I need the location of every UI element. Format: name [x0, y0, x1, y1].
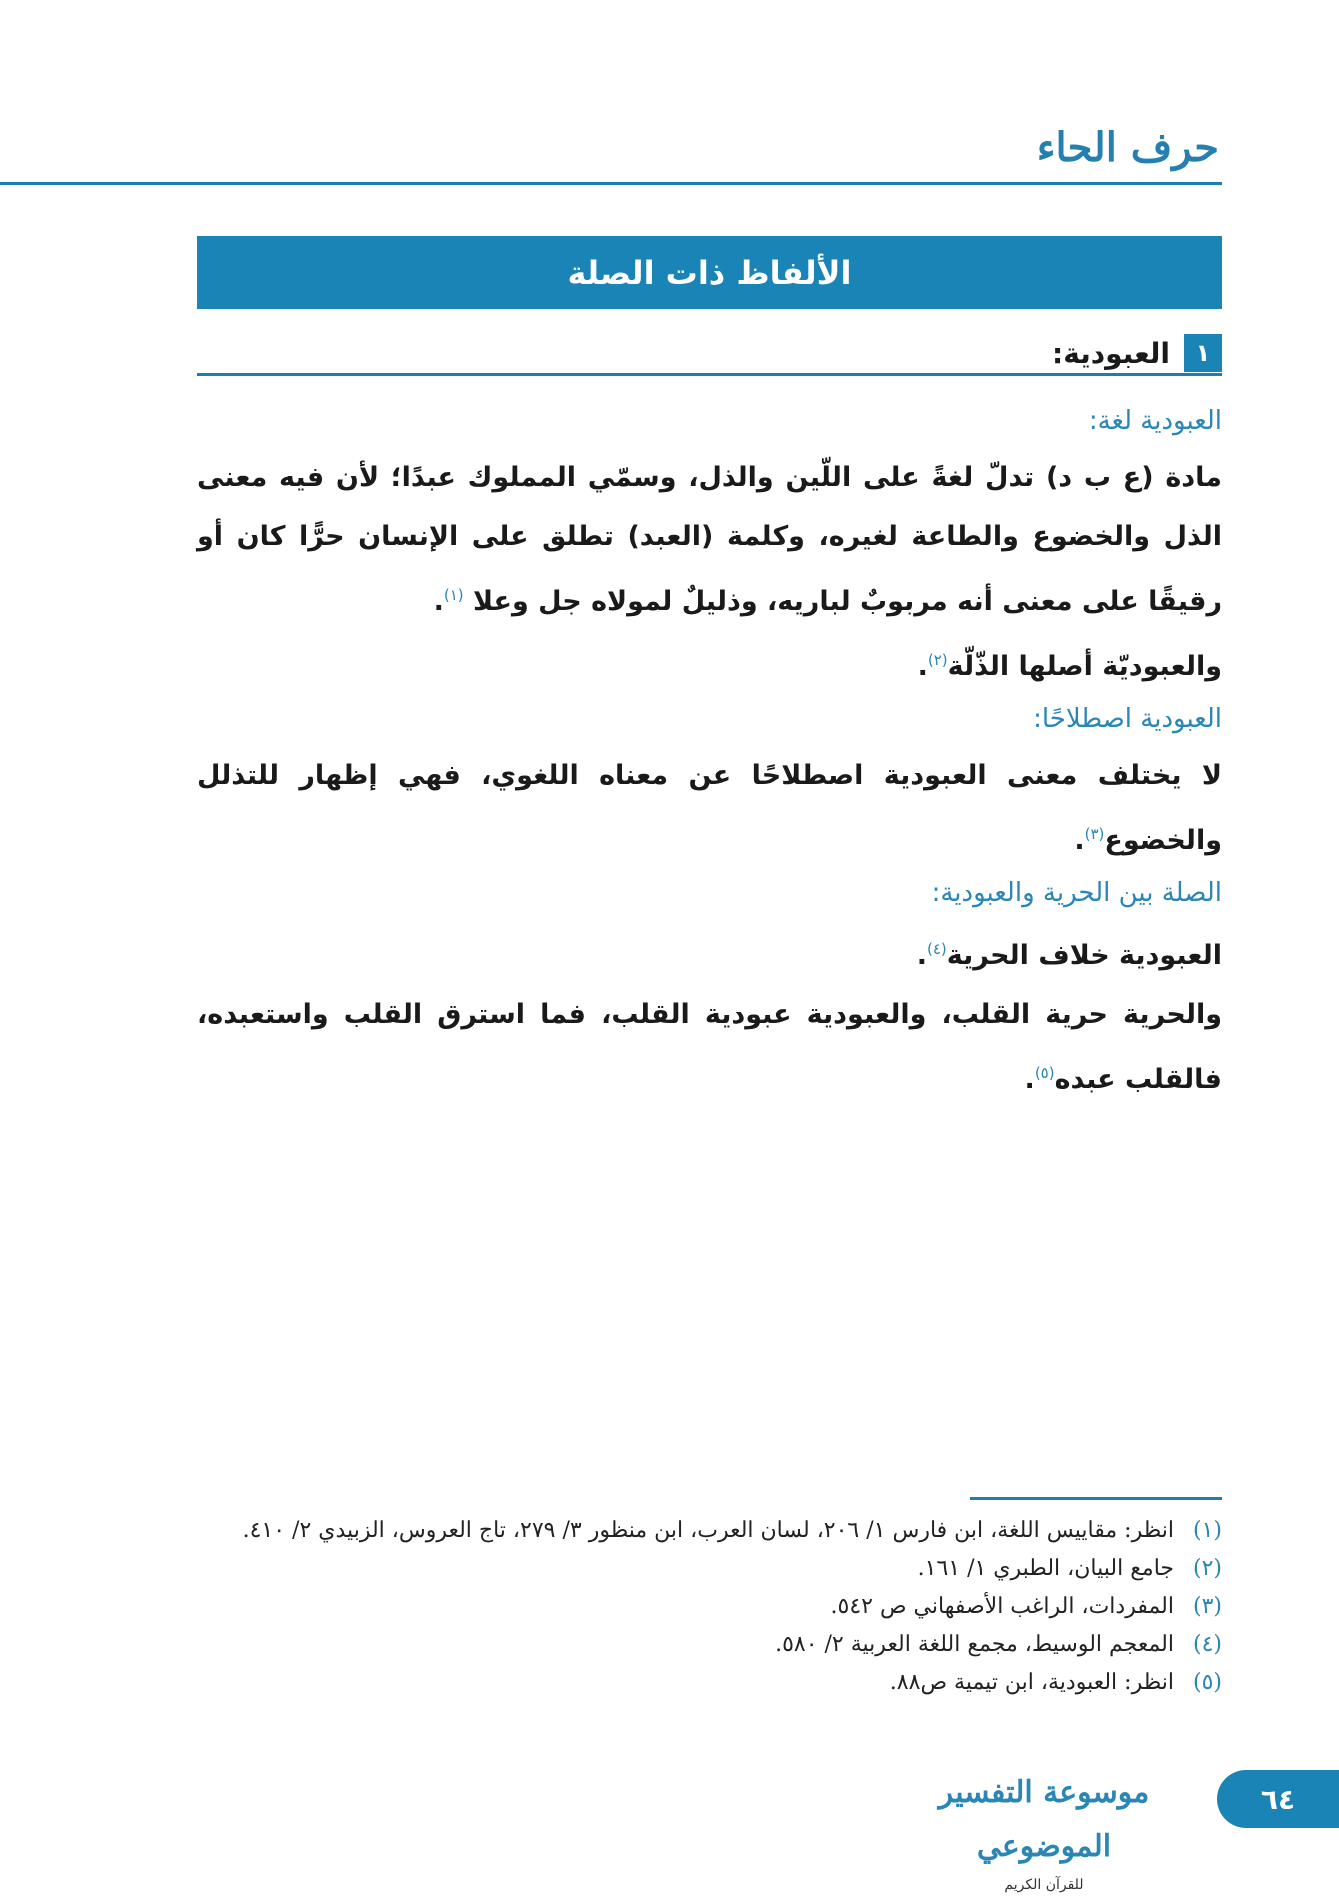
footnote-text: انظر: مقاييس اللغة، ابن فارس ١/ ٢٠٦، لسان العرب، ابن منظور ٣/ ٢٧٩، تاج العروس، الزبيدي ٢/ ٤١٠.	[242, 1518, 1174, 1543]
running-header: حرف الحاء	[1036, 124, 1219, 171]
footnote-number: (٣)	[1192, 1594, 1222, 1619]
heading-technical: العبودية اصطلاحًا:	[1033, 704, 1222, 734]
subsection-rule	[197, 373, 1222, 376]
footnote-number: (٤)	[1192, 1632, 1222, 1657]
footnote-marker[interactable]: (٥)	[1034, 1064, 1055, 1082]
footnote-number: (٢)	[1192, 1556, 1222, 1581]
footnote-rule	[970, 1497, 1222, 1500]
section-title: الألفاظ ذات الصلة	[197, 236, 1222, 309]
footnote-number: (٥)	[1192, 1670, 1222, 1695]
footnote-text: انظر: العبودية، ابن تيمية ص٨٨.	[889, 1670, 1174, 1695]
footnote-marker[interactable]: (٤)	[926, 940, 947, 958]
logo-title: موسوعة التفسير الموضوعي	[938, 1775, 1150, 1864]
footnote	[197, 1664, 1222, 1702]
subsection-heading	[197, 328, 1222, 378]
footnote	[197, 1626, 1222, 1664]
publisher-logo	[909, 1766, 1179, 1893]
footnote-text: المفردات، الراغب الأصفهاني ص ٥٤٢.	[830, 1594, 1174, 1619]
footnote-number: (١)	[1192, 1518, 1222, 1543]
page-number: ٦٤	[1217, 1770, 1339, 1828]
logo-subtitle: للقرآن الكريم	[1004, 1877, 1084, 1893]
subsection-title: العبودية:	[1052, 336, 1170, 370]
subsection-number-badge: ١	[1184, 334, 1222, 372]
paragraph: مادة (ع ب د) تدلّ لغةً على اللّين والذل، وسمّي المملوك عبدًا؛ لأن فيه معنى الذل والخضوع والطاعة لغيره، وكلمة (العبد) تطلق على الإنسان حرًّا كان أو رقيقًا على معنى أنه مربوبٌ لباريه، وذليلٌ لمولاه جل وعلا $^{(١)}$.	[197, 462, 1222, 617]
footnote-marker[interactable]: (١)	[443, 586, 464, 604]
footnote	[197, 1550, 1222, 1588]
paragraph: والعبوديّة أصلها الذّلّة$^{(٢)}$.	[917, 651, 1222, 682]
footnote	[197, 1512, 1222, 1550]
main-content	[197, 398, 1222, 1109]
footnote-text: المعجم الوسيط، مجمع اللغة العربية ٢/ ٥٨٠.	[775, 1632, 1174, 1657]
footnote-marker[interactable]: (٣)	[1084, 825, 1105, 843]
footnotes	[197, 1512, 1222, 1702]
heading-lexical: العبودية لغة:	[1088, 406, 1222, 436]
paragraph: لا يختلف معنى العبودية اصطلاحًا عن معناه اللغوي، فهي إظهار للتذلل والخضوع$^{(٣)}$.	[197, 760, 1222, 856]
footnote-text: جامع البيان، الطبري ١/ ١٦١.	[917, 1556, 1174, 1581]
footnote-marker[interactable]: (٢)	[927, 651, 948, 669]
footnote	[197, 1588, 1222, 1626]
header-rule	[0, 182, 1222, 185]
paragraph: والحرية حرية القلب، والعبودية عبودية القلب، فما استرق القلب واستعبده، فالقلب عبده$^{(٥)}$.	[197, 999, 1222, 1095]
heading-relation: الصلة بين الحرية والعبودية:	[931, 878, 1222, 908]
paragraph: العبودية خلاف الحرية$^{(٤)}$.	[916, 940, 1222, 971]
